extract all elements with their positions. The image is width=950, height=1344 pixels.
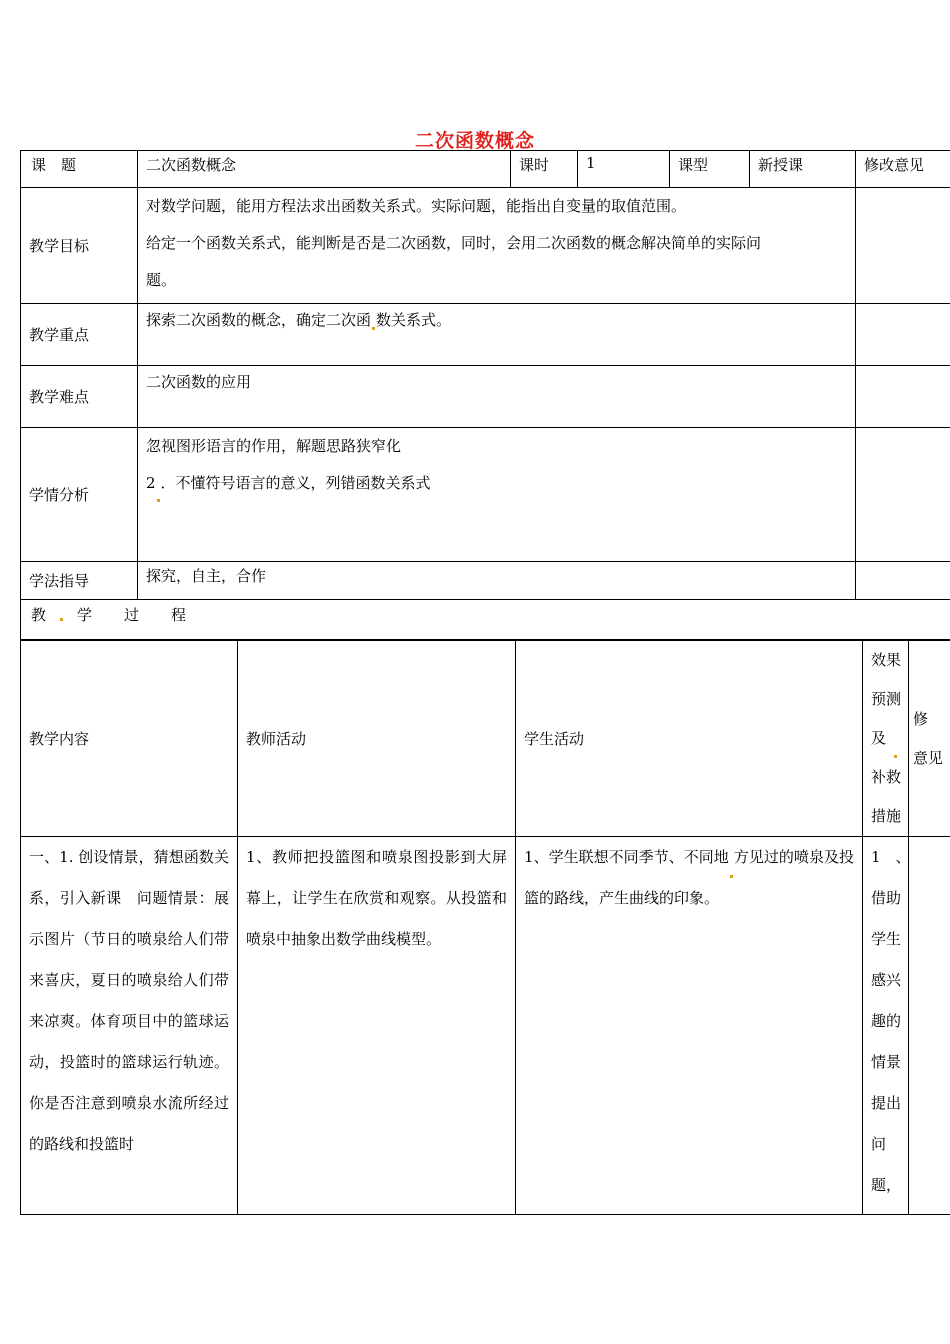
process-body-row: [21, 837, 950, 1215]
goal-line: 给定一个函数关系式，能判断是否是二次函数，同时，会用二次函数的概念解决简单的实际问: [146, 234, 762, 252]
goal-row: [21, 188, 950, 304]
col-revise-header: 修 意见: [909, 641, 950, 837]
difficulty-label: 教学难点: [21, 366, 138, 428]
difficulty-row: [21, 366, 950, 428]
focus-text: 探索二次函数的概念，确定二次函 数关系式。: [138, 304, 856, 366]
method-revise-cell: [856, 562, 950, 600]
marker-dot: [157, 499, 160, 502]
process-heading: 教 学 过 程: [21, 600, 950, 640]
revise-cell: [909, 837, 950, 1215]
focus-row: [21, 304, 950, 366]
focus-revise-cell: [856, 304, 950, 366]
process-heading-row: [21, 600, 950, 640]
marker-dot: [372, 327, 375, 330]
goal-line: 对数学问题，能用方程法求出函数关系式。实际问题，能指出自变量的取值范围。: [146, 197, 687, 215]
method-row: [21, 562, 950, 600]
goal-text: [138, 188, 856, 304]
hours-label: 课时: [511, 151, 578, 188]
topic-label: 课 题: [21, 151, 138, 188]
col-teacher-header: 教师活动: [238, 641, 516, 837]
analysis-label: 学情分析: [21, 428, 138, 562]
focus-label: 教学重点: [21, 304, 138, 366]
type-label: 课型: [670, 151, 750, 188]
analysis-line: 2 ．不懂符号语言的意义，列错函数关系式: [146, 465, 855, 502]
goal-line: 题。: [146, 271, 177, 289]
process-header-row: [21, 641, 950, 837]
effect-cell: 1 、 借助 学生 感兴 趣的 情景 提出 问 题，: [863, 837, 909, 1215]
page-title: 二次函数概念: [414, 130, 535, 152]
info-row: [21, 151, 950, 188]
difficulty-revise-cell: [856, 366, 950, 428]
col-content-header: 教学内容: [21, 641, 238, 837]
col-effect-header: 效果 预测 及 补救 措施: [863, 641, 909, 837]
marker-dot: [60, 618, 63, 621]
method-text: 探究，自主，合作: [138, 562, 856, 600]
difficulty-text: 二次函数的应用: [138, 366, 856, 428]
process-table: [20, 640, 950, 1215]
hours-value: 1: [578, 151, 670, 188]
goal-label: 教学目标: [21, 188, 138, 304]
col-student-header: 学生活动: [516, 641, 863, 837]
revise-label: 修改意见: [856, 151, 950, 188]
topic-value: 二次函数概念: [138, 151, 511, 188]
student-cell: 1、学生联想不同季节、不同地 方见过的喷泉及投篮的路线，产生曲线的印象。: [516, 837, 863, 1215]
analysis-line: 忽视图形语言的作用，解题思路狭窄化: [146, 437, 402, 455]
analysis-row: [21, 428, 950, 562]
analysis-text: [138, 428, 856, 562]
content-cell: 一、1. 创设情景，猜想函数关系，引入新课 问题情景：展示图片（节日的喷泉给人们带来喜庆，夏日的喷泉给人们带来凉爽。体育项目中的篮球运动，投篮时的篮球运行轨迹。你是否注意到喷泉水流所经过的路线和投篮时: [21, 837, 238, 1215]
lesson-info-table: [20, 150, 950, 640]
teacher-cell: 1、教师把投篮图和喷泉图投影到大屏幕上，让学生在欣赏和观察。从投篮和喷泉中抽象出数学曲线模型。: [238, 837, 516, 1215]
type-value: 新授课: [750, 151, 856, 188]
analysis-revise-cell: [856, 428, 950, 562]
marker-dot: [730, 875, 733, 878]
goal-revise-cell: [856, 188, 950, 304]
method-label: 学法指导: [21, 562, 138, 600]
